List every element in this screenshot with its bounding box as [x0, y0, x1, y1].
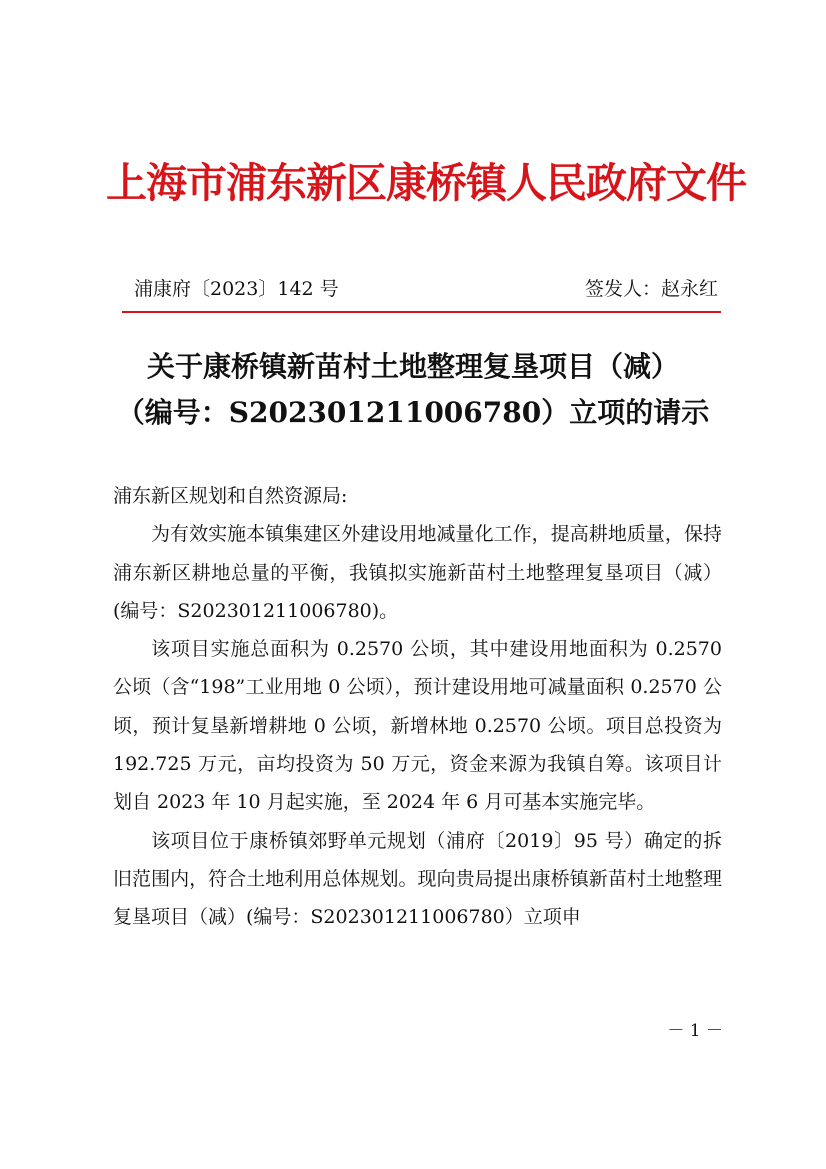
body-paragraph-2: 该项目实施总面积为 0.2570 公顷，其中建设用地面积为 0.2570 公顷（含“198”工业用地 0 公顷），预计建设用地可减量面积 0.2570 公顷，预计复垦新增耕地 0 公顷，新增林地 0.2570 公顷。项目总投资为 192.725 万元，亩均投资为 50 万元，资金来源为我镇自筹。该项目计划自 2023 年 10 月起实施，至 2024 年 6 月可基本实施完毕。 [113, 638, 722, 814]
body-paragraph-1: 为有效实施本镇集建区外建设用地减量化工作，提高耕地质量，保持浦东新区耕地总量的平衡，我镇拟实施新苗村土地整理复垦项目（减）(编号：S202301211006780)。 [113, 523, 722, 622]
salutation: 浦东新区规划和自然资源局: [113, 485, 348, 507]
body-paragraph-3: 该项目位于康桥镇郊野单元规划（浦府〔2019〕95 号）确定的拆旧范围内，符合土地利用总体规划。现向贵局提出康桥镇新苗村土地整理复垦项目（减）(编号：S202301211006780）立项申 [113, 829, 722, 929]
document-body [113, 477, 722, 937]
header-divider [122, 311, 721, 313]
title-line-2: （编号：S202301211006780）立项的请示 [116, 396, 710, 429]
document-number: 浦康府〔2023〕142 号 [134, 278, 339, 300]
title-line-1: 关于康桥镇新苗村土地整理复垦项目（减） [146, 350, 679, 383]
document-title [100, 344, 726, 436]
issuer-signature-line: 签发人：赵永红 [584, 278, 718, 300]
page-number: － 1 － [667, 1021, 723, 1041]
document-masthead: 上海市浦东新区康桥镇人民政府文件 [106, 159, 746, 207]
